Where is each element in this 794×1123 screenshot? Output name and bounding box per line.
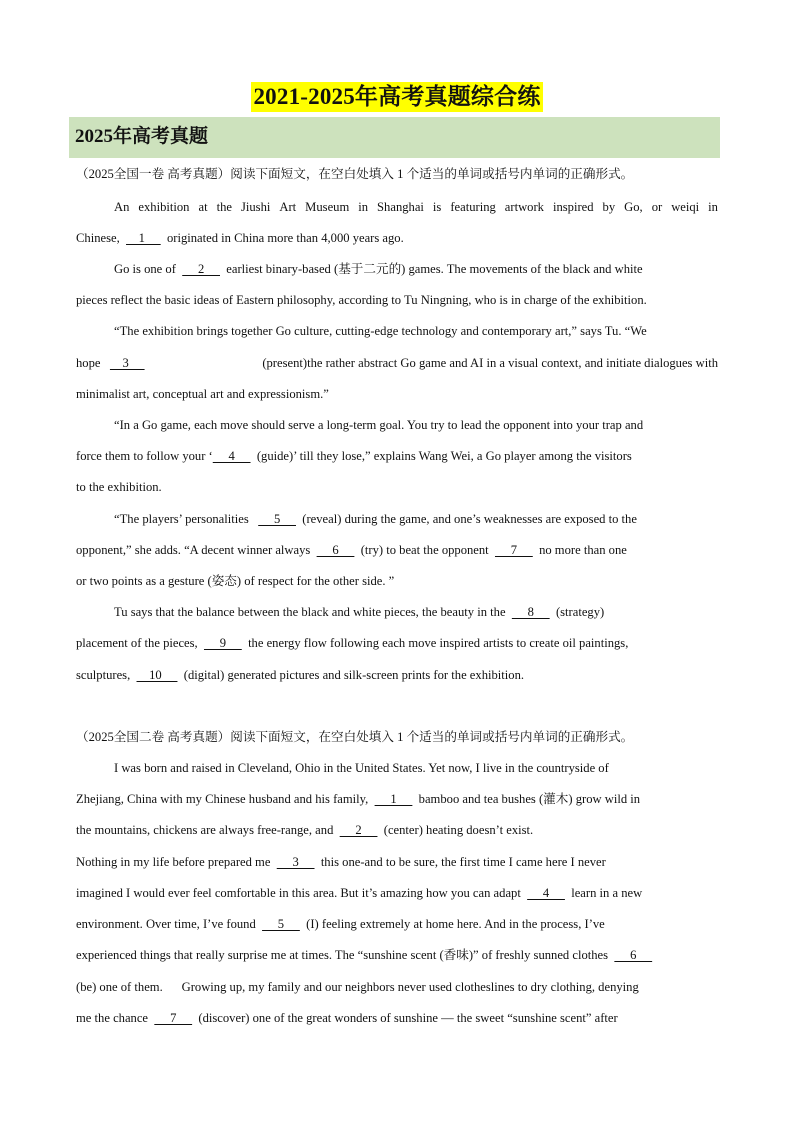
blank-5[interactable]: 5 bbox=[262, 917, 300, 931]
passage2-line-6: environment. Over time, I’ve found 5 (I) feeling extremely at home here. And in the process, I’ve bbox=[76, 917, 605, 931]
passage1-line-12: opponent,” she adds. “A decent winner always 6 (try) to beat the opponent 7 no more than one bbox=[76, 543, 627, 557]
blank-6[interactable]: 6 bbox=[614, 948, 653, 962]
passage1-line-7: minimalist art, conceptual art and expressionism.” bbox=[76, 387, 329, 401]
passage1-line-9: force them to follow your ‘ 4 (guide)’ till they lose,” explains Wang Wei, a Go player among the visitors bbox=[76, 449, 632, 463]
passage2-line-1: I was born and raised in Cleveland, Ohio in the United States. Yet now, I live in the countryside of bbox=[114, 761, 609, 775]
passage1-line-6: hope 3 (present)the rather abstract Go game and AI in a visual context, and initiate dialogues with bbox=[76, 356, 718, 370]
blank-9[interactable]: 9 bbox=[203, 636, 242, 650]
blank-1[interactable]: 1 bbox=[126, 231, 161, 245]
page-title: 2021-2025年高考真题综合练 bbox=[251, 82, 542, 112]
passage2-line-9: me the chance 7 (discover) one of the great wonders of sunshine — the sweet “sunshine scent” after bbox=[76, 1011, 618, 1025]
blank-1[interactable]: 1 bbox=[374, 792, 413, 806]
passage2-line-4: Nothing in my life before prepared me 3 this one-and to be sure, the first time I came here I never bbox=[76, 855, 606, 869]
passage1-line-13: or two points as a gesture (姿态) of respect for the other side. ” bbox=[76, 574, 395, 588]
passage2-line-5: imagined I would ever feel comfortable in this area. But it’s amazing how you can adapt 4 learn in a new bbox=[76, 886, 643, 900]
section-header bbox=[69, 117, 720, 158]
passage1-line-8: “In a Go game, each move should serve a long-term goal. You try to lead the opponent into your trap and bbox=[114, 418, 644, 432]
blank-7[interactable]: 7 bbox=[494, 543, 533, 557]
passage1-line-2: Chinese, 1 originated in China more than 4,000 years ago. bbox=[76, 231, 404, 245]
blank-4[interactable]: 4 bbox=[527, 886, 565, 900]
passage1-instruction: （2025全国一卷 高考真题）阅读下面短文，在空白处填入 1 个适当的单词或括号内单词的正确形式。 bbox=[76, 167, 634, 181]
blank-7[interactable]: 7 bbox=[154, 1011, 193, 1025]
passage2-line-8: (be) one of them. Growing up, my family and our neighbors never used clotheslines to dry clothing, denying bbox=[76, 980, 639, 994]
blank-8[interactable]: 8 bbox=[511, 605, 550, 619]
passage1-line-15: placement of the pieces, 9 the energy flow following each move inspired artists to create oil paintings, bbox=[76, 636, 629, 650]
blank-5[interactable]: 5 bbox=[258, 512, 296, 526]
passage1-line-3: Go is one of 2 earliest binary-based (基于二元的) games. The movements of the black and white bbox=[114, 262, 643, 276]
blank-3[interactable]: 3 bbox=[109, 356, 145, 370]
passage2-line-2: Zhejiang, China with my Chinese husband and his family, 1 bamboo and tea bushes (灌木) grow wild in bbox=[76, 792, 641, 806]
blank-10[interactable]: 10 bbox=[136, 668, 178, 682]
title-wrap bbox=[0, 82, 794, 112]
passage1-line-11: “The players’ personalities 5 (reveal) during the game, and one’s weaknesses are exposed to the bbox=[114, 512, 637, 526]
passage1-line-10: to the exhibition. bbox=[76, 480, 162, 494]
passage1-line-5: “The exhibition brings together Go culture, cutting-edge technology and contemporary art,” says Tu. “We bbox=[114, 324, 647, 338]
blank-3[interactable]: 3 bbox=[276, 855, 315, 869]
passage1-line-14: Tu says that the balance between the black and white pieces, the beauty in the 8 (strategy) bbox=[114, 605, 605, 619]
passage1-line-4: pieces reflect the basic ideas of Eastern philosophy, according to Tu Ningning, who is in charge of the exhibition. bbox=[76, 293, 647, 307]
passage2-line-7: experienced things that really surprise me at times. The “sunshine scent (香味)” of freshly sunned clothes 6 bbox=[76, 948, 653, 962]
passage1-line-16: sculptures, 10 (digital) generated pictures and silk-screen prints for the exhibition. bbox=[76, 668, 525, 682]
blank-4[interactable]: 4 bbox=[212, 449, 251, 463]
passage1-line-1: An exhibition at the Jiushi Art Museum in Shanghai is featuring artwork inspired by Go, or weiqi in bbox=[114, 200, 718, 214]
blank-6[interactable]: 6 bbox=[316, 543, 355, 557]
blank-2[interactable]: 2 bbox=[339, 823, 378, 837]
section-title: 2025年高考真题 bbox=[75, 126, 209, 147]
blank-2[interactable]: 2 bbox=[182, 262, 220, 276]
passage2-line-3: the mountains, chickens are always free-range, and 2 (center) heating doesn’t exist. bbox=[76, 823, 534, 837]
passage2-instruction: （2025全国二卷 高考真题）阅读下面短文，在空白处填入 1 个适当的单词或括号内单词的正确形式。 bbox=[76, 730, 634, 744]
